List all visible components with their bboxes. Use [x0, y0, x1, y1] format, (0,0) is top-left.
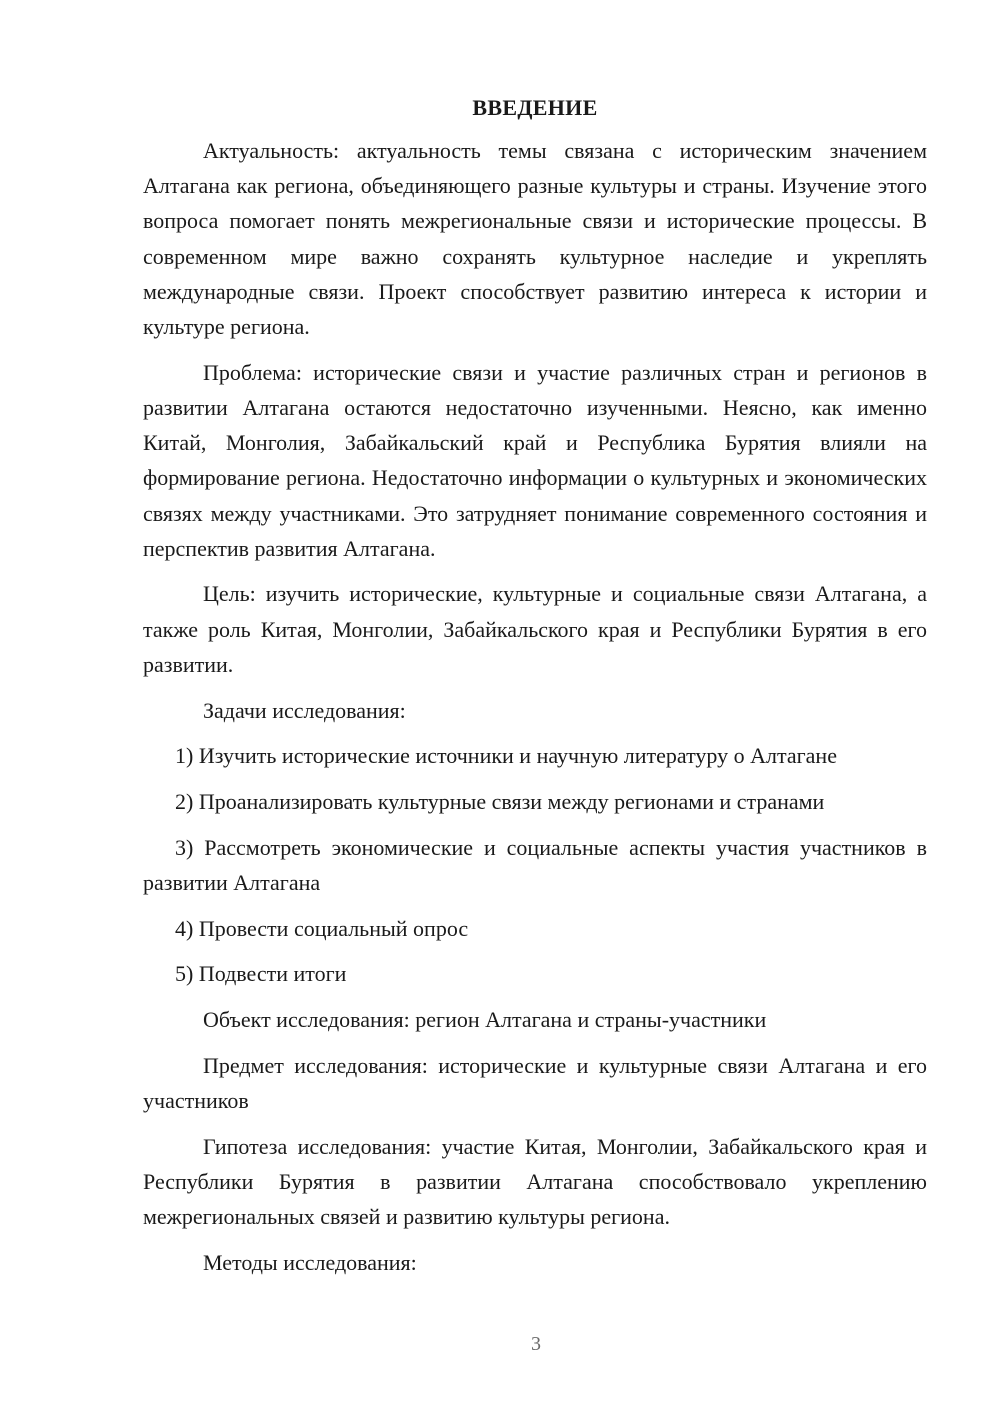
paragraph-object: Объект исследования: регион Алтагана и страны-участники	[203, 1006, 767, 1032]
task-item: 3) Рассмотреть экономические и социальные аспекты участия участников в развитии Алтагана	[143, 834, 927, 895]
task-item: 2) Проанализировать культурные связи между регионами и странами	[175, 788, 825, 814]
paragraph-goal: Цель: изучить исторические, культурные и социальные связи Алтагана, а также роль Китая, Монголии, Забайкальского края и Республики Бурятия в его развитии.	[143, 581, 927, 677]
task-item: 5) Подвести итоги	[175, 961, 347, 987]
task-item: 1) Изучить исторические источники и научную литературу о Алтагане	[175, 743, 837, 769]
section-title: ВВЕДЕНИЕ	[472, 95, 598, 120]
task-item: 4) Провести социальный опрос	[175, 915, 469, 941]
methods-heading: Методы исследования:	[203, 1249, 417, 1275]
document-page	[143, 90, 927, 1290]
paragraph-problem: Проблема: исторические связи и участие различных стран и регионов в развитии Алтагана остаются недостаточно изученными. Неясно, как именно Китай, Монголия, Забайкальский край и Республика Бурятия влияли на формирование региона. Недостаточно информации о культурных и экономических связях между участниками. Это затрудняет понимание современного состояния и перспектив развития Алтагана.	[143, 359, 927, 561]
paragraph-relevance: Актуальность: актуальность темы связана с историческим значением Алтагана как региона, объединяющего разные культуры и страны. Изучение этого вопроса помогает понять межрегиональные связи и исторические процессы. В современном мире важно сохранять культурное наследие и укреплять международные связи. Проект способствует развитию интереса к истории и культуре региона.	[143, 138, 927, 340]
page-number: 3	[531, 1333, 541, 1355]
paragraph-hypothesis: Гипотеза исследования: участие Китая, Монголии, Забайкальского края и Республики Бурятия в развитии Алтагана способствовало укреплению межрегиональных связей и развитию культуры региона.	[143, 1133, 927, 1229]
tasks-heading: Задачи исследования:	[203, 697, 406, 723]
paragraph-subject: Предмет исследования: исторические и культурные связи Алтагана и его участников	[143, 1052, 927, 1113]
